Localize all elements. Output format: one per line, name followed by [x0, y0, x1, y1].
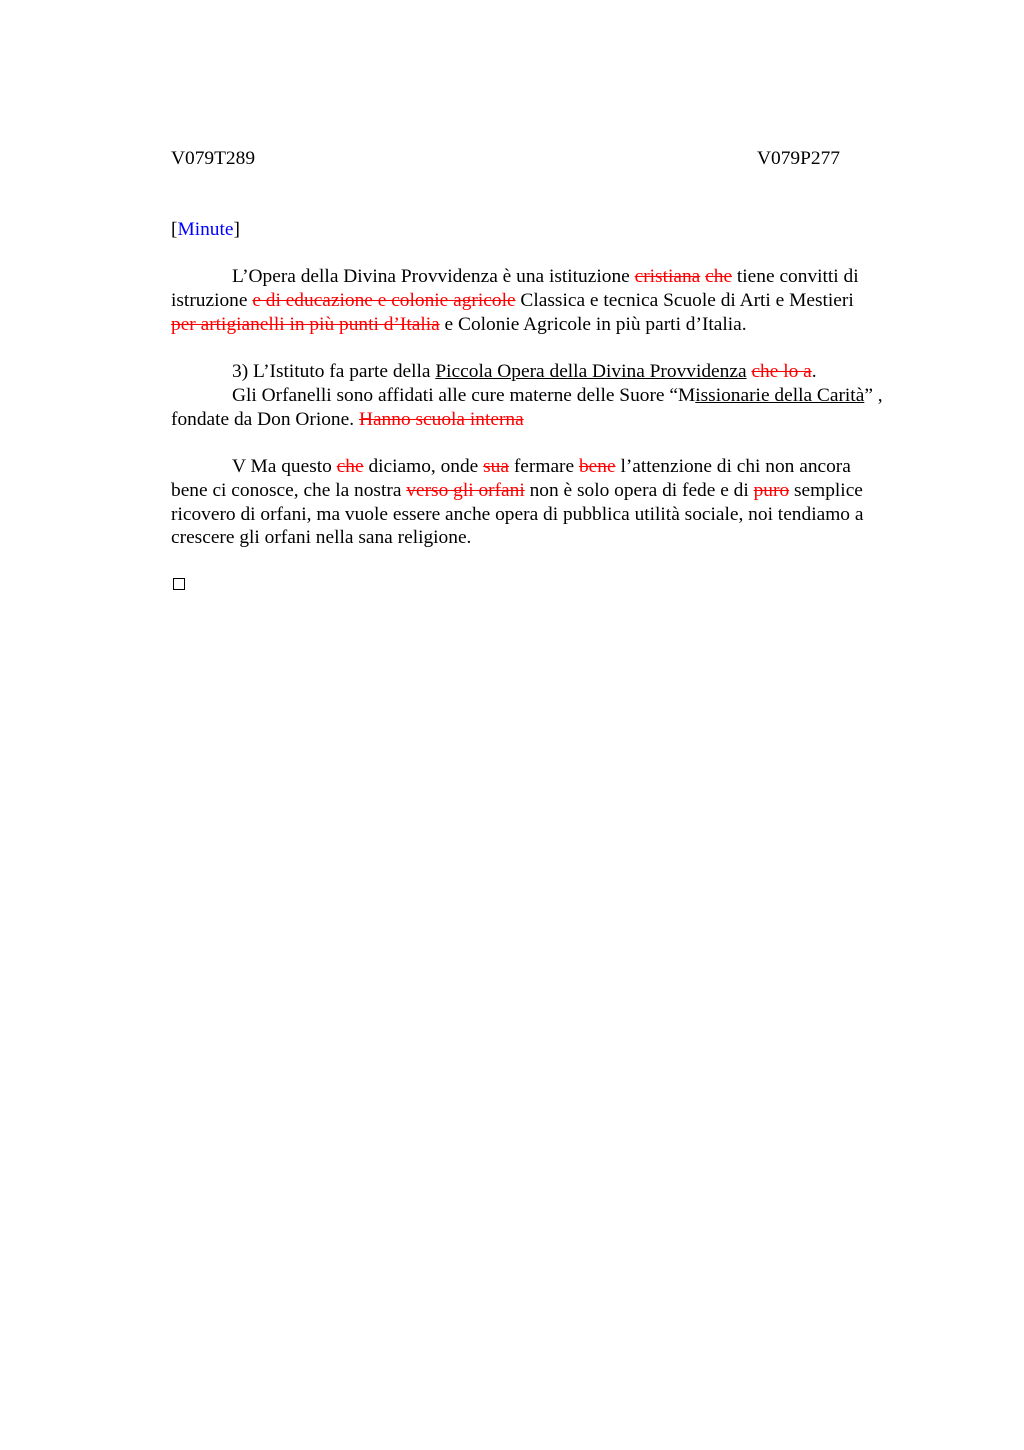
- text-run: istruzione: [171, 289, 253, 311]
- text-run: 3) L’Istituto fa parte della: [232, 361, 436, 382]
- deleted-text: Hanno scuola interna: [358, 408, 524, 430]
- deleted-text: bene: [578, 456, 616, 477]
- paragraph-line: [171, 384, 931, 408]
- paragraph-line: [171, 265, 931, 289]
- paragraph-line: crescere gli orfani nella sana religione.: [171, 527, 472, 549]
- paragraph-line: [171, 313, 931, 337]
- reference-code-right: V079P277: [757, 148, 840, 169]
- text-run: Gli Orfanelli sono affidati alle cure materne delle Suore “M: [232, 384, 696, 406]
- text-run: semplice: [789, 479, 863, 501]
- deleted-text: cristiana: [634, 266, 701, 287]
- underlined-text: Piccola Opera della Divina Provvidenza: [435, 361, 747, 382]
- deleted-text: sua: [483, 456, 509, 477]
- text-run: fondate da Don Orione.: [171, 408, 359, 430]
- text-run: tiene convitti di: [732, 266, 859, 287]
- document-header: [171, 146, 911, 172]
- text-run: L’Opera della Divina Provvidenza è una istituzione: [232, 266, 635, 287]
- text-run: l’attenzione di chi non ancora: [615, 456, 851, 477]
- text-run: Classica e tecnica Scuole di Arti e Mestieri: [515, 289, 854, 311]
- paragraph-opera: [171, 265, 931, 336]
- empty-square-icon: [173, 578, 185, 590]
- text-run: fermare: [509, 456, 579, 477]
- text-run: .: [811, 361, 817, 382]
- paragraph-line: [171, 455, 931, 479]
- deleted-text: e di educazione e colonie agricole: [252, 289, 516, 311]
- text-run: non è solo opera di fede e di: [524, 479, 754, 501]
- paragraph-line: [171, 479, 931, 503]
- paragraph-line: [171, 408, 931, 432]
- paragraph-istituto: [171, 360, 931, 431]
- deleted-text: che: [336, 456, 364, 477]
- text-run: diciamo, onde: [363, 456, 484, 477]
- text-run: V Ma questo: [232, 456, 337, 477]
- paragraph-line: [171, 360, 931, 384]
- paragraph-attenzione: [171, 455, 931, 550]
- deleted-text: che lo a: [751, 361, 812, 382]
- paragraph-line: [171, 289, 931, 313]
- text-run: ” ,: [864, 384, 883, 406]
- paragraph-line: ricovero di orfani, ma vuole essere anche opera di pubblica utilità sociale, noi tendiamo a: [171, 503, 864, 525]
- deleted-text: che: [705, 266, 733, 287]
- open-bracket: [: [171, 219, 178, 240]
- underlined-text: issionarie della Carità: [695, 384, 865, 406]
- reference-code-left: V079T289: [171, 148, 256, 169]
- text-run: bene ci conosce, che la nostra: [171, 479, 407, 501]
- text-run: e Colonie Agricole in più parti d’Italia.: [439, 313, 747, 335]
- deleted-text: per artigianelli in più punti d’Italia: [171, 313, 440, 335]
- deleted-text: verso gli orfani: [406, 479, 525, 501]
- minute-link[interactable]: Minute: [177, 219, 234, 240]
- deleted-text: puro: [753, 479, 790, 501]
- close-bracket: ]: [233, 219, 240, 240]
- minute-label: [171, 217, 240, 243]
